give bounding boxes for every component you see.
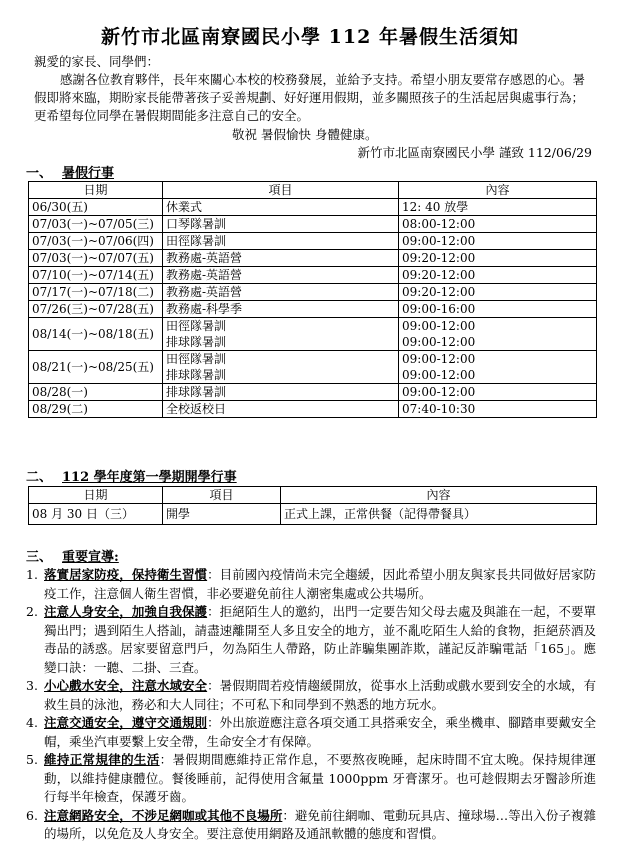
item-heading: 注意人身安全，加強自我保護 [44,604,208,619]
table-row [29,301,597,318]
cell-date: 07/26(三)~07/28(五) [29,301,163,318]
item-heading: 注意網路安全，不涉足網咖或其他不良場所 [44,807,283,823]
section2-heading [26,466,237,485]
cell-item [163,233,399,250]
item-line: 休業式 [166,200,203,214]
cell-content [399,351,597,384]
cell-item [163,318,399,351]
cell-item [163,301,399,318]
item-line: 排球隊暑訓 [166,385,227,399]
cell-date: 07/10(一)~07/14(五) [29,267,163,284]
cell-date: 08 月 30 日（三） [29,504,163,525]
content-line: 09:00-12:00 [402,335,476,349]
section2-title: 112 學年度第一學期開學行事 [62,470,237,485]
content-line: 09:00-12:00 [402,352,476,366]
cell-date: 08/21(一)~08/25(五) [29,351,163,384]
table-row [29,199,597,216]
cell-content [399,284,597,301]
cell-item [163,401,399,418]
col-header-item: 項目 [163,487,281,504]
item-line: 教務處-英語營 [166,251,243,265]
section3-number: 三、 [26,550,53,565]
section1-heading [26,162,114,181]
item-number: 5. [26,752,38,767]
cell-date: 07/17(一)~07/18(二) [29,284,163,301]
content-line: 09:20-12:00 [402,285,476,299]
section1-title: 暑假行事 [62,166,115,181]
cell-date: 07/03(一)~07/06(四) [29,233,163,250]
cell-item [163,351,399,384]
announcement-item [26,677,596,714]
announcement-item [26,566,596,603]
item-heading: 落實居家防疫，保持衛生習慣 [44,567,208,582]
table-row [29,284,597,301]
cell-content: 正式上課，正常供餐（記得帶餐具） [281,504,597,525]
item-number: 2. [26,604,38,619]
table-row [29,318,597,351]
item-number: 6. [26,807,38,823]
item-line: 教務處-英語營 [166,285,243,299]
section2-number: 二、 [26,470,53,485]
cell-item [163,284,399,301]
cell-item [163,216,399,233]
item-body: ：暑假期間應維持正常作息，不要熬夜晚睡，起床時間不宜太晚。保持規律運動，以維持健康體位。餐後睡前，記得使用含氟量 1000ppm 牙膏潔牙。也可趁假期去牙醫診所進行每半年檢查，保護牙齒。 [44,752,596,804]
intro-paragraph: 感謝各位教育夥伴，長年來關心本校的校務發展，並給予支持。希望小朋友要常存感恩的心。暑假即將來臨，期盼家長能帶著孩子妥善規劃、好好運用假期，並多關照孩子的生活起居與處事行為；更希望每位同學在暑假期間能多注意自己的安全。 [34,72,586,123]
item-heading: 注意交通安全，遵守交通規則 [44,715,208,730]
cell-item [163,250,399,267]
table-row [29,233,597,250]
item-line: 口琴隊暑訓 [166,217,227,231]
item-line: 排球隊暑訓 [166,368,227,382]
table-row [29,267,597,284]
item-line: 田徑隊暑訓 [166,319,227,333]
cell-content [399,199,597,216]
item-body: ：避免前往網咖、電動玩具店、撞球場…等出入份子複雜的場所，以免危及人身安全。要注意使用網路及通訊軟體的態度和習慣。 [44,807,596,841]
page-title: 新竹市北區南寮國民小學 112 年暑假生活須知 [101,26,519,48]
cell-date: 08/29(二) [29,401,163,418]
item-line: 教務處-科學季 [166,302,243,316]
item-body: ：拒絕陌生人的邀約，出門一定要告知父母去處及與誰在一起，不要單獨出門；遇到陌生人搭訕，請盡速離開至人多且安全的地方，並不亂吃陌生人給的食物，拒絕菸酒及毒品的誘惑。居家要留意門戶，勿為陌生人帶路，防止詐騙集團詐欺，謹記反詐騙電話「165」。應變口訣：一聽、二掛、三查。 [44,604,596,675]
item-line: 田徑隊暑訓 [166,234,227,248]
item-body: ：外出旅遊應注意各項交通工具搭乘安全，乘坐機車、腳踏車要戴安全帽，乘坐汽車要繫上安全帶，生命安全才有保障。 [44,715,596,749]
content-line: 09:00-16:00 [402,302,476,316]
cell-item [163,384,399,401]
table-row [29,216,597,233]
announcement-item [26,807,596,844]
item-heading: 小心戲水安全，注意水域安全 [44,678,208,693]
col-header-item: 項目 [163,182,399,199]
col-header-date: 日期 [29,487,163,504]
cell-content [399,401,597,418]
col-header-content: 內容 [281,487,597,504]
cell-item: 開學 [163,504,281,525]
cell-date: 07/03(一)~07/07(五) [29,250,163,267]
cell-date: 08/14(一)~08/18(五) [29,318,163,351]
content-line: 09:20-12:00 [402,251,476,265]
content-line: 08:00-12:00 [402,217,476,231]
content-line: 12: 40 放學 [402,200,469,214]
item-number: 3. [26,678,38,693]
item-line: 排球隊暑訓 [166,335,227,349]
greeting: 親愛的家長、同學們： [34,54,160,69]
item-heading: 維持正常規律的生活 [44,752,160,767]
cell-date: 06/30(五) [29,199,163,216]
item-body: ：目前國內疫情尚未完全趨緩，因此希望小朋友與家長共同做好居家防疫工作，注意個人衛生習慣，非必要避免前往人潮密集處或公共場所。 [44,567,596,601]
item-body: ：暑假期間若疫情趨緩開放，從事水上活動或戲水要到安全的水域，有救生員的泳池，務必和大人同往；不可私下和同學到不熟悉的地方玩水。 [44,678,596,712]
col-header-content: 內容 [399,182,597,199]
content-line: 09:00-12:00 [402,385,476,399]
announcement-item [26,751,596,807]
col-header-date: 日期 [29,182,163,199]
cell-content [399,301,597,318]
section3-heading [26,546,119,565]
cell-date: 07/03(一)~07/05(三) [29,216,163,233]
cell-content [399,384,597,401]
cell-content [399,216,597,233]
announcement-list [26,566,596,844]
announcement-item [26,603,596,677]
table-row [29,504,597,525]
summer-schedule-table [28,181,597,418]
content-line: 09:00-12:00 [402,368,476,382]
content-line: 09:00-12:00 [402,319,476,333]
cell-date: 08/28(一) [29,384,163,401]
table-row [29,250,597,267]
signature: 新竹市北區南寮國民小學 謹致 112/06/29 [357,145,592,160]
cell-content [399,250,597,267]
table-row [29,351,597,384]
item-line: 教務處-英語營 [166,268,243,282]
item-number: 4. [26,715,38,730]
content-line: 09:00-12:00 [402,234,476,248]
cell-item [163,199,399,216]
section3-title: 重要宣導: [62,550,119,565]
cell-content [399,318,597,351]
blessing: 敬祝 暑假愉快 身體健康。 [232,127,378,142]
announcement-item [26,714,596,751]
cell-content [399,233,597,250]
item-line: 田徑隊暑訓 [166,352,227,366]
item-number: 1. [26,567,38,582]
content-line: 09:20-12:00 [402,268,476,282]
item-line: 全校返校日 [166,402,227,416]
cell-content [399,267,597,284]
content-line: 07:40-10:30 [402,402,476,416]
table-row [29,401,597,418]
table-row [29,384,597,401]
cell-item [163,267,399,284]
section1-number: 一、 [26,166,53,181]
semester-start-table [28,486,597,525]
